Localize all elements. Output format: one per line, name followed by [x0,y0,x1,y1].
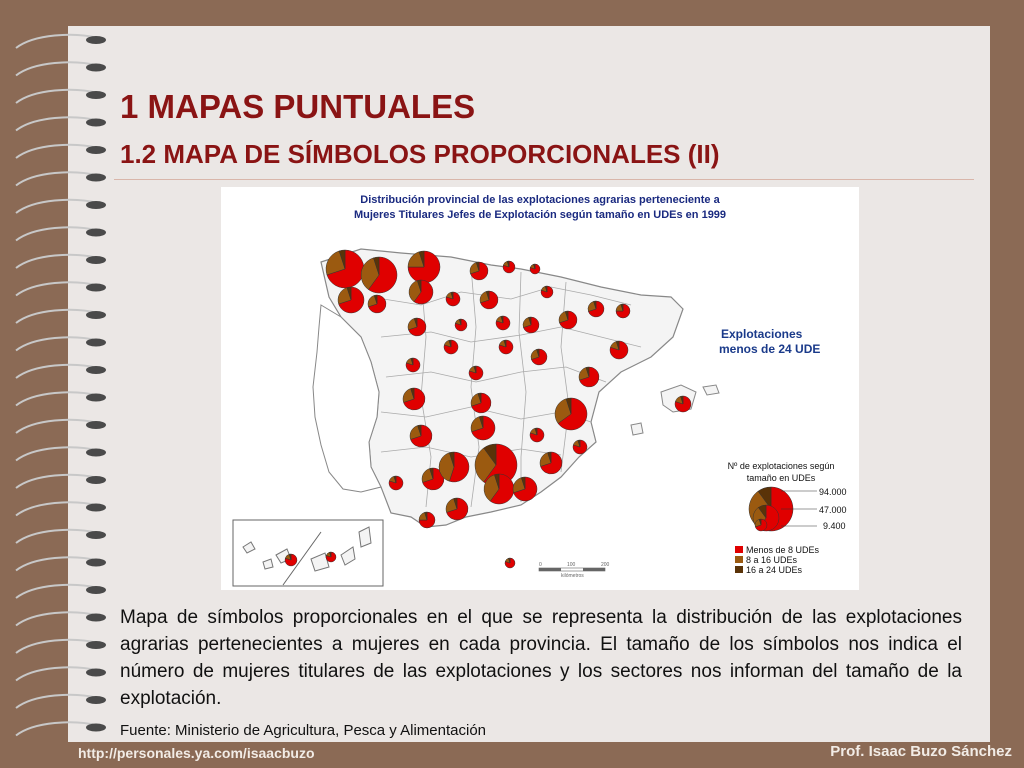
legend-size-value-3: 9.400 [823,521,846,531]
scale-bar [539,562,610,579]
map-label-line-1: Explotaciones [721,327,803,341]
scale-tick-0: 0 [539,562,542,568]
legend-swatch-2 [735,556,743,563]
title-divider [114,179,974,180]
province-symbol-14 [455,319,467,331]
legend-category-3: 16 a 24 UDEs [746,565,803,575]
province-symbol-1 [326,250,364,288]
province-symbol-43 [675,396,691,412]
balearic-menorca [703,385,719,395]
province-symbol-8 [530,264,540,274]
proportional-symbol-map [221,187,859,590]
province-symbol-26 [469,366,483,380]
legend-size-title-1: Nº de explotaciones según [727,461,835,471]
province-symbol-10 [480,291,498,309]
footer-url-link[interactable]: http://personales.ya.com/isaacbuzo [78,745,315,761]
legend-category-2: 8 a 16 UDEs [746,555,798,565]
province-symbol-9 [541,286,553,298]
slide-source: Fuente: Ministerio de Agricultura, Pesca y Alimentación [120,722,487,739]
province-symbol-39 [540,452,562,474]
province-symbol-45 [285,554,297,566]
province-symbol-25 [406,358,420,372]
province-symbol-35 [439,452,469,482]
map-svg [221,187,859,590]
province-symbol-7 [503,261,515,273]
province-symbol-29 [555,398,587,430]
scale-tick-200: 200 [601,562,610,568]
province-symbol-41 [446,498,468,520]
province-symbol-32 [530,428,544,442]
map-title-line-2: Mujeres Titulares Jefes de Explotación según tamaño en UDEs en 1999 [353,209,727,221]
province-symbol-46 [326,552,336,562]
province-symbol-31 [471,416,495,440]
slide-description: Mapa de símbolos proporcionales en el que se representa la distribución de las explotaciones agrarias pertenecientes a mujeres en cada provincia. El tamaño de los símbolos nos indica el número de mujeres titulares de las explotaciones y los sectores nos informan del tamaño de la explotación. [120,607,962,709]
map-legend [728,461,847,575]
province-symbol-18 [588,301,604,317]
province-symbol-19 [616,304,630,318]
province-symbol-42 [419,512,435,528]
map-label-line-2: menos de 24 UDE [719,342,821,356]
footer-author: Prof. Isaac Buzo Sánchez [830,743,1012,760]
legend-swatch-3 [735,566,743,573]
province-symbol-2 [361,257,397,293]
province-symbol-4 [338,287,364,313]
province-symbol-30 [410,425,432,447]
province-symbol-17 [559,311,577,329]
province-symbol-22 [444,340,458,354]
balearic-ibiza [631,423,643,435]
province-symbol-27 [403,388,425,410]
province-symbol-3 [408,251,440,283]
province-symbol-40 [389,476,403,490]
scale-unit: kilómetros [561,573,584,579]
province-symbol-44 [505,558,515,568]
province-symbol-13 [408,318,426,336]
legend-pie-small [755,519,767,531]
province-symbol-12 [368,295,386,313]
legend-size-value-2: 47.000 [819,505,847,515]
province-symbol-38 [513,477,537,501]
spiral-binding [14,30,114,750]
map-title-line-1: Distribución provincial de las explotaciones agrarias perteneciente a [360,194,720,206]
province-symbol-37 [484,474,514,504]
province-symbol-5 [409,280,433,304]
scale-tick-100: 100 [567,562,576,568]
legend-swatch-1 [735,546,743,553]
province-symbol-11 [446,292,460,306]
province-symbol-28 [471,393,491,413]
province-symbol-21 [579,367,599,387]
slide-subtitle: 1.2 MAPA DE SÍMBOLOS PROPORCIONALES (II) [120,139,720,169]
province-symbol-20 [610,341,628,359]
province-symbol-15 [496,316,510,330]
legend-size-value-1: 94.000 [819,487,847,497]
slide-title: 1 MAPAS PUNTUALES [120,88,476,125]
province-symbol-24 [531,349,547,365]
province-symbol-16 [523,317,539,333]
legend-category-1: Menos de 8 UDEs [746,545,820,555]
province-symbol-33 [573,440,587,454]
legend-size-title-2: tamaño en UDEs [746,473,816,483]
province-symbol-23 [499,340,513,354]
canary-inset [233,520,383,586]
province-symbol-6 [470,262,488,280]
